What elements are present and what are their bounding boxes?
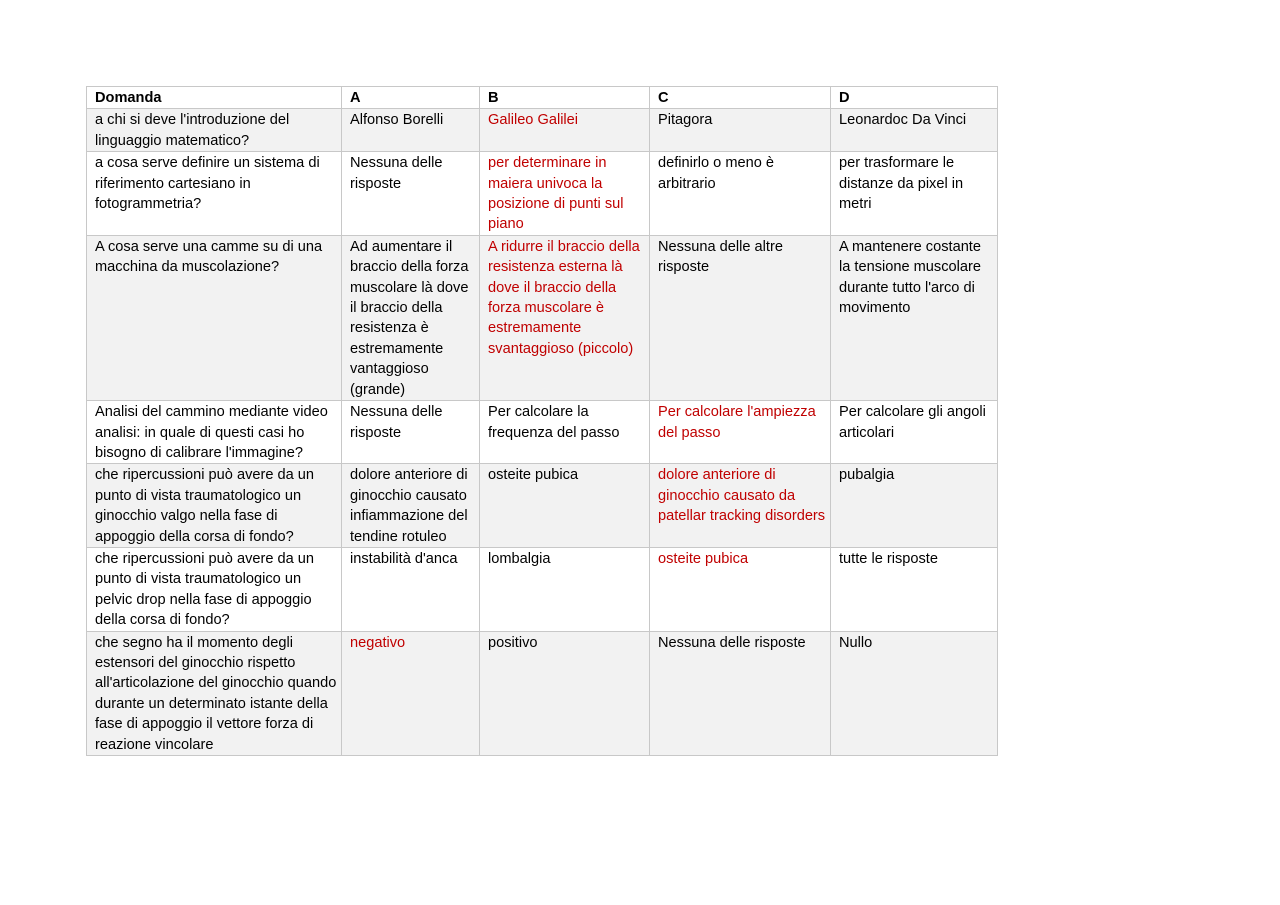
answer-d-cell: tutte le risposte xyxy=(831,547,998,631)
answer-a-cell: dolore anteriore di ginocchio causato infiammazione del tendine rotuleo xyxy=(342,464,480,548)
answer-d-cell: Nullo xyxy=(831,631,998,755)
question-cell: Analisi del cammino mediante video analisi: in quale di questi casi ho bisogno di calibrare l'immagine? xyxy=(87,401,342,464)
header-b: B xyxy=(480,87,650,109)
question-cell: che segno ha il momento degli estensori del ginocchio rispetto all'articolazione del ginocchio quando durante un determinato istante della fase di appoggio il vettore forza di reazione vincolare xyxy=(87,631,342,755)
answer-a-cell: Nessuna delle risposte xyxy=(342,152,480,236)
answer-a-cell: Ad aumentare il braccio della forza muscolare là dove il braccio della resistenza è estremamente vantaggioso (grande) xyxy=(342,235,480,400)
answer-c-cell: Per calcolare l'ampiezza del passo xyxy=(650,401,831,464)
table-row xyxy=(87,152,998,236)
quiz-table xyxy=(86,86,998,756)
question-cell: che ripercussioni può avere da un punto di vista traumatologico un ginocchio valgo nella fase di appoggio della corsa di fondo? xyxy=(87,464,342,548)
question-cell: a chi si deve l'introduzione del linguaggio matematico? xyxy=(87,109,342,152)
answer-c-cell: Pitagora xyxy=(650,109,831,152)
answer-c-cell: Nessuna delle risposte xyxy=(650,631,831,755)
header-row xyxy=(87,87,998,109)
answer-b-cell: A ridurre il braccio della resistenza esterna là dove il braccio della forza muscolare è estremamente svantaggioso (piccolo) xyxy=(480,235,650,400)
answer-d-cell: Per calcolare gli angoli articolari xyxy=(831,401,998,464)
answer-c-cell: osteite pubica xyxy=(650,547,831,631)
answer-a-cell: Nessuna delle risposte xyxy=(342,401,480,464)
question-cell: che ripercussioni può avere da un punto di vista traumatologico un pelvic drop nella fase di appoggio della corsa di fondo? xyxy=(87,547,342,631)
answer-d-cell: Leonardoc Da Vinci xyxy=(831,109,998,152)
question-cell: A cosa serve una camme su di una macchina da muscolazione? xyxy=(87,235,342,400)
header-c: C xyxy=(650,87,831,109)
table-row xyxy=(87,464,998,548)
answer-d-cell: A mantenere costante la tensione muscolare durante tutto l'arco di movimento xyxy=(831,235,998,400)
answer-b-cell: osteite pubica xyxy=(480,464,650,548)
answer-b-cell: positivo xyxy=(480,631,650,755)
answer-a-cell: Alfonso Borelli xyxy=(342,109,480,152)
table-row xyxy=(87,109,998,152)
answer-c-cell: dolore anteriore di ginocchio causato da patellar tracking disorders xyxy=(650,464,831,548)
answer-a-cell: negativo xyxy=(342,631,480,755)
header-domanda: Domanda xyxy=(87,87,342,109)
question-cell: a cosa serve definire un sistema di riferimento cartesiano in fotogrammetria? xyxy=(87,152,342,236)
answer-b-cell: Galileo Galilei xyxy=(480,109,650,152)
header-d: D xyxy=(831,87,998,109)
answer-c-cell: Nessuna delle altre risposte xyxy=(650,235,831,400)
table-row xyxy=(87,547,998,631)
answer-a-cell: instabilità d'anca xyxy=(342,547,480,631)
table-row xyxy=(87,235,998,400)
table-row xyxy=(87,401,998,464)
answer-d-cell: pubalgia xyxy=(831,464,998,548)
header-a: A xyxy=(342,87,480,109)
table-row xyxy=(87,631,998,755)
answer-d-cell: per trasformare le distanze da pixel in metri xyxy=(831,152,998,236)
answer-b-cell: per determinare in maiera univoca la posizione di punti sul piano xyxy=(480,152,650,236)
answer-b-cell: Per calcolare la frequenza del passo xyxy=(480,401,650,464)
answer-c-cell: definirlo o meno è arbitrario xyxy=(650,152,831,236)
answer-b-cell: lombalgia xyxy=(480,547,650,631)
